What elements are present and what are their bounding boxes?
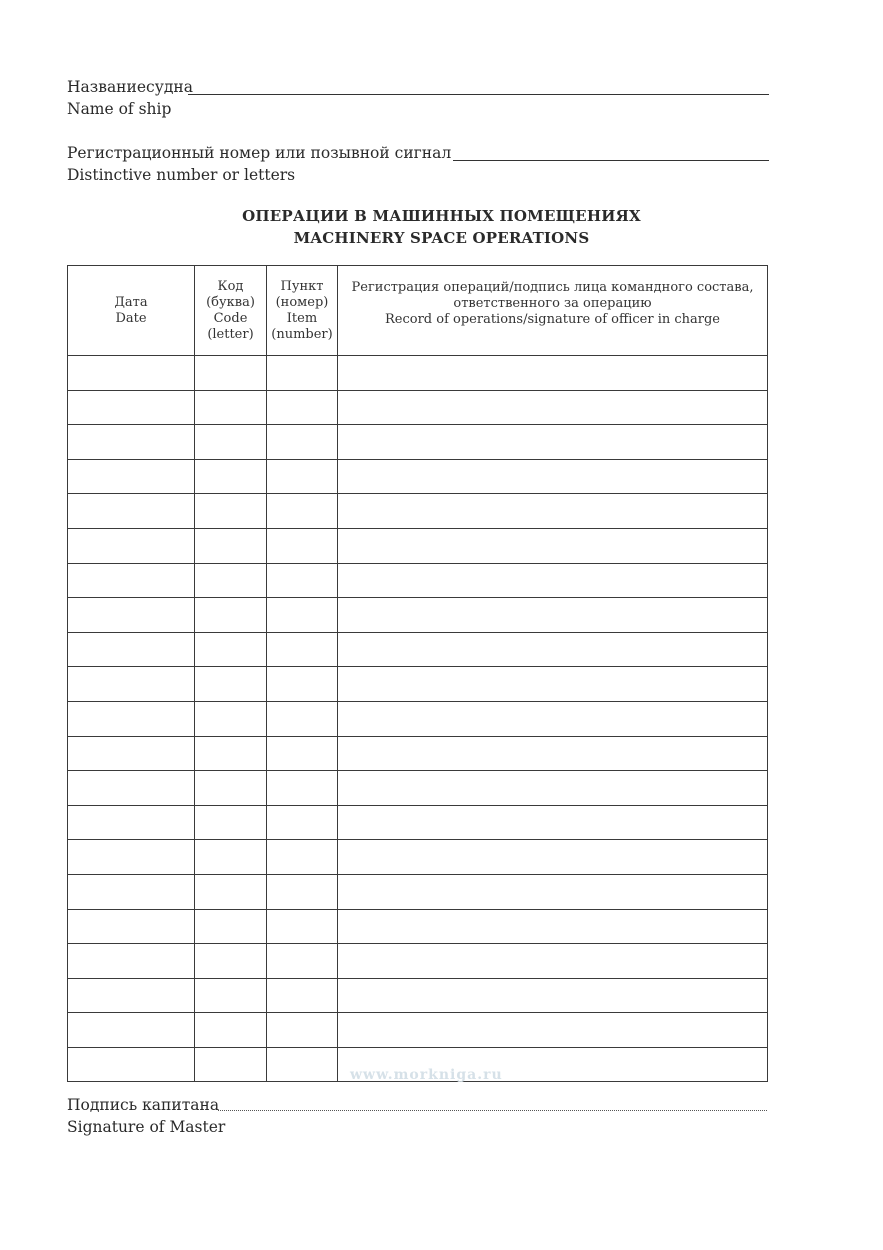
item-cell[interactable] [267, 978, 338, 1013]
ship-name-field [67, 78, 193, 96]
record-cell[interactable] [338, 425, 768, 460]
date-cell[interactable] [68, 425, 195, 460]
signature-blank[interactable] [218, 1110, 767, 1111]
table-row [68, 390, 768, 425]
code-cell[interactable] [195, 632, 267, 667]
code-cell[interactable] [195, 909, 267, 944]
distinctive-number-label-en: Distinctive number or letters [67, 166, 296, 184]
record-cell[interactable] [338, 978, 768, 1013]
code-cell[interactable] [195, 944, 267, 979]
ship-name-blank[interactable] [188, 94, 769, 95]
code-cell[interactable] [195, 840, 267, 875]
item-cell[interactable] [267, 771, 338, 806]
record-cell[interactable] [338, 356, 768, 391]
header-record-en: Record of operations/signature of officer in charge [385, 312, 720, 327]
header-date-en: Date [115, 310, 147, 326]
code-cell[interactable] [195, 667, 267, 702]
item-cell[interactable] [267, 1013, 338, 1048]
code-cell[interactable] [195, 736, 267, 771]
code-cell[interactable] [195, 1013, 267, 1048]
header-record [338, 266, 768, 356]
table-row [68, 909, 768, 944]
date-cell[interactable] [68, 667, 195, 702]
table-row [68, 667, 768, 702]
table-row [68, 425, 768, 460]
date-cell[interactable] [68, 563, 195, 598]
table-row [68, 978, 768, 1013]
table-row [68, 598, 768, 633]
table-row [68, 805, 768, 840]
date-cell[interactable] [68, 528, 195, 563]
date-cell[interactable] [68, 874, 195, 909]
code-cell[interactable] [195, 874, 267, 909]
item-cell[interactable] [267, 598, 338, 633]
item-cell[interactable] [267, 494, 338, 529]
record-cell[interactable] [338, 805, 768, 840]
date-cell[interactable] [68, 909, 195, 944]
watermark-text: www.morkniga.ru [350, 1067, 503, 1083]
code-cell[interactable] [195, 701, 267, 736]
item-cell[interactable] [267, 874, 338, 909]
item-cell[interactable] [267, 425, 338, 460]
distinctive-number-blank[interactable] [453, 160, 769, 161]
item-cell[interactable] [267, 667, 338, 702]
code-cell[interactable] [195, 425, 267, 460]
code-cell[interactable] [195, 771, 267, 806]
code-cell[interactable] [195, 356, 267, 391]
code-cell[interactable] [195, 1047, 267, 1082]
header-item-en: Item [286, 310, 318, 326]
item-cell[interactable] [267, 632, 338, 667]
table-row [68, 563, 768, 598]
date-cell[interactable] [68, 840, 195, 875]
header-code-ru-sub: (буква) [206, 294, 255, 310]
record-cell[interactable] [338, 944, 768, 979]
record-cell[interactable] [338, 701, 768, 736]
header-code [195, 266, 267, 356]
header-record-ru-2: ответственного за операцию [453, 296, 652, 311]
date-cell[interactable] [68, 1047, 195, 1082]
table-row [68, 771, 768, 806]
date-cell[interactable] [68, 701, 195, 736]
signature-label-en: Signature of Master [67, 1118, 226, 1136]
item-cell[interactable] [267, 390, 338, 425]
item-cell[interactable] [267, 701, 338, 736]
record-cell[interactable] [338, 736, 768, 771]
code-cell[interactable] [195, 978, 267, 1013]
header-record-ru-1: Регистрация операций/подпись лица командного состава, [351, 280, 754, 295]
item-cell[interactable] [267, 356, 338, 391]
date-cell[interactable] [68, 771, 195, 806]
item-cell[interactable] [267, 840, 338, 875]
date-cell[interactable] [68, 736, 195, 771]
code-cell[interactable] [195, 459, 267, 494]
date-cell[interactable] [68, 494, 195, 529]
date-cell[interactable] [68, 390, 195, 425]
distinctive-number-label-ru: Регистрационный номер или позывной сигнал [67, 144, 452, 162]
item-cell[interactable] [267, 528, 338, 563]
date-cell[interactable] [68, 598, 195, 633]
item-cell[interactable] [267, 909, 338, 944]
header-code-en: Code [213, 310, 248, 326]
record-cell[interactable] [338, 494, 768, 529]
header-code-en-sub: (letter) [207, 326, 254, 342]
header-code-ru: Код [217, 278, 244, 294]
title-ru: ОПЕРАЦИИ В МАШИННЫХ ПОМЕЩЕНИЯХ [242, 207, 641, 225]
table-body [68, 356, 768, 1082]
code-cell[interactable] [195, 805, 267, 840]
code-cell[interactable] [195, 528, 267, 563]
date-cell[interactable] [68, 805, 195, 840]
table-row [68, 1013, 768, 1048]
header-item-en-sub: (number) [271, 326, 333, 342]
code-cell[interactable] [195, 390, 267, 425]
record-cell[interactable] [338, 909, 768, 944]
item-cell[interactable] [267, 944, 338, 979]
table-row [68, 874, 768, 909]
table-row [68, 494, 768, 529]
date-cell[interactable] [68, 978, 195, 1013]
record-cell[interactable] [338, 1013, 768, 1048]
table-row [68, 528, 768, 563]
item-cell[interactable] [267, 459, 338, 494]
code-cell[interactable] [195, 494, 267, 529]
header-item [267, 266, 338, 356]
date-cell[interactable] [68, 1013, 195, 1048]
record-cell[interactable] [338, 771, 768, 806]
table-row [68, 356, 768, 391]
signature-label-ru: Подпись капитана [67, 1096, 220, 1114]
header-item-ru: Пункт [280, 278, 324, 294]
record-cell[interactable] [338, 390, 768, 425]
date-cell[interactable] [68, 356, 195, 391]
item-cell[interactable] [267, 805, 338, 840]
item-cell[interactable] [267, 1047, 338, 1082]
header-date-ru: Дата [114, 294, 148, 310]
code-cell[interactable] [195, 598, 267, 633]
record-cell[interactable] [338, 667, 768, 702]
date-cell[interactable] [68, 459, 195, 494]
table-row [68, 840, 768, 875]
table-row [68, 944, 768, 979]
table-row [68, 736, 768, 771]
record-cell[interactable] [338, 598, 768, 633]
ship-name-label-ru: Названиесудна [67, 78, 193, 96]
distinctive-number-field [67, 144, 451, 162]
code-cell[interactable] [195, 563, 267, 598]
record-cell[interactable] [338, 563, 768, 598]
table-row [68, 632, 768, 667]
title-en: MACHINERY SPACE OPERATIONS [293, 229, 590, 247]
table-header-row [68, 266, 768, 356]
record-cell[interactable] [338, 840, 768, 875]
date-cell[interactable] [68, 944, 195, 979]
record-cell[interactable] [338, 632, 768, 667]
date-cell[interactable] [68, 632, 195, 667]
table-row [68, 701, 768, 736]
header-item-ru-sub: (номер) [275, 294, 329, 310]
table-row [68, 459, 768, 494]
machinery-operations-table [67, 265, 768, 1082]
record-cell[interactable] [338, 528, 768, 563]
record-cell[interactable] [338, 874, 768, 909]
record-cell[interactable] [338, 459, 768, 494]
item-cell[interactable] [267, 736, 338, 771]
header-date [68, 266, 195, 356]
item-cell[interactable] [267, 563, 338, 598]
ship-name-label-en: Name of ship [67, 100, 172, 118]
